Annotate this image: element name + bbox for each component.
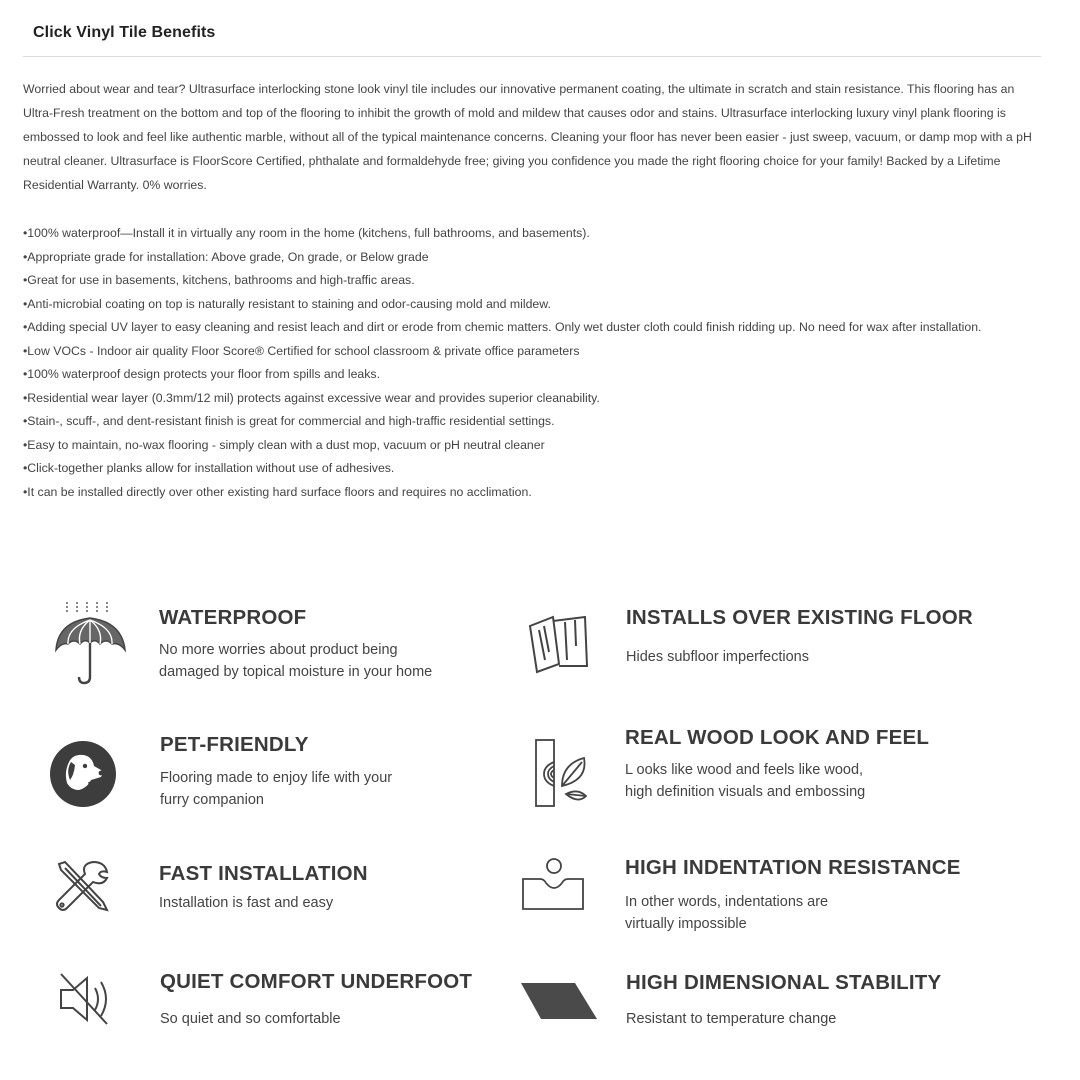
dog-icon — [49, 740, 117, 808]
feature-title: REAL WOOD LOOK AND FEEL — [625, 726, 930, 749]
indentation-icon — [520, 857, 586, 913]
feature-description: So quiet and so comfortable — [160, 1011, 341, 1027]
list-item: •100% waterproof—Install it in virtually any room in the home (kitchens, full bathrooms, and basements). — [23, 226, 590, 240]
list-item: •Click-together planks allow for installation without use of adhesives. — [23, 461, 395, 475]
feature-description: No more worries about product being damaged by topical moisture in your home — [159, 642, 433, 680]
list-item: •Adding special UV layer to easy cleaning and resist leach and dirt or erode from chemic matters. Only wet duster cloth could finish ridding up. No need for wax after installation. — [23, 320, 982, 334]
feature-title: INSTALLS OVER EXISTING FLOOR — [626, 606, 973, 629]
list-item: •Appropriate grade for installation: Above grade, On grade, or Below grade — [23, 249, 429, 264]
tools-icon — [53, 860, 113, 916]
parallelogram-icon — [519, 981, 599, 1021]
list-item: •100% waterproof design protects your floor from spills and leaks. — [23, 367, 380, 381]
feature-description: Resistant to temperature change — [626, 1011, 837, 1027]
feature-description: Hides subfloor imperfections — [626, 649, 809, 665]
list-item: •Low VOCs - Indoor air quality Floor Score® Certified for school classroom & private office parameters — [23, 343, 580, 358]
feature-description: Installation is fast and easy — [159, 895, 334, 911]
feature-title: QUIET COMFORT UNDERFOOT — [160, 970, 473, 993]
feature-description: Flooring made to enjoy life with your furry companion — [160, 770, 393, 808]
page-title: Click Vinyl Tile Benefits — [33, 24, 216, 41]
feature-title: HIGH DIMENSIONAL STABILITY — [626, 971, 942, 994]
feature-title: WATERPROOF — [159, 606, 307, 629]
umbrella-rain-icon — [53, 600, 129, 686]
feature-title: FAST INSTALLATION — [159, 862, 368, 885]
list-item: •Great for use in basements, kitchens, bathrooms and high-traffic areas. — [23, 273, 415, 287]
feature-description: In other words, indentations are virtually impossible — [625, 894, 829, 932]
feature-title: PET-FRIENDLY — [160, 733, 309, 756]
benefits-list — [23, 222, 1043, 504]
list-item: •Anti-microbial coating on top is naturally resistant to staining and odor-causing mold and mildew. — [23, 296, 551, 311]
title-divider — [23, 56, 1041, 57]
wood-leaf-icon — [532, 736, 592, 810]
feature-title: HIGH INDENTATION RESISTANCE — [625, 856, 961, 879]
list-item: •It can be installed directly over other existing hard surface floors and requires no acclimation. — [23, 484, 532, 499]
list-item: •Residential wear layer (0.3mm/12 mil) protects against excessive wear and provides superior cleanability. — [23, 390, 600, 405]
list-item: •Easy to maintain, no-wax flooring - simply clean with a dust mop, vacuum or pH neutral cleaner — [23, 437, 545, 452]
list-item: •Stain-, scuff-, and dent-resistant finish is great for commercial and high-traffic residential settings. — [23, 414, 555, 428]
floor-planks-icon — [525, 612, 591, 674]
mute-speaker-icon — [55, 970, 117, 1028]
feature-description: L ooks like wood and feels like wood, high definition visuals and embossing — [625, 762, 866, 800]
intro-paragraph: Worried about wear and tear? Ultrasurface interlocking stone look vinyl tile includes our innovative permanent coating, the ultimate in scratch and stain resistance. This flooring has an Ultra-Fresh treatment on the bottom and top of the flooring to inhibit the growth of mold and mildew that causes odor and stains. Ultrasurface interlocking luxury vinyl plank flooring is embossed to look and feel like authentic marble, without all of the typical maintenance concerns. Cleaning your floor has never been easier - just sweep, vacuum, or damp mop with a pH neutral cleaner. Ultrasurface is FloorScore Certified, phthalate and formaldehyde free; giving you confidence you made the right flooring choice for your family! Backed by a Lifetime Residential Warranty. 0% worries. — [23, 82, 1032, 192]
